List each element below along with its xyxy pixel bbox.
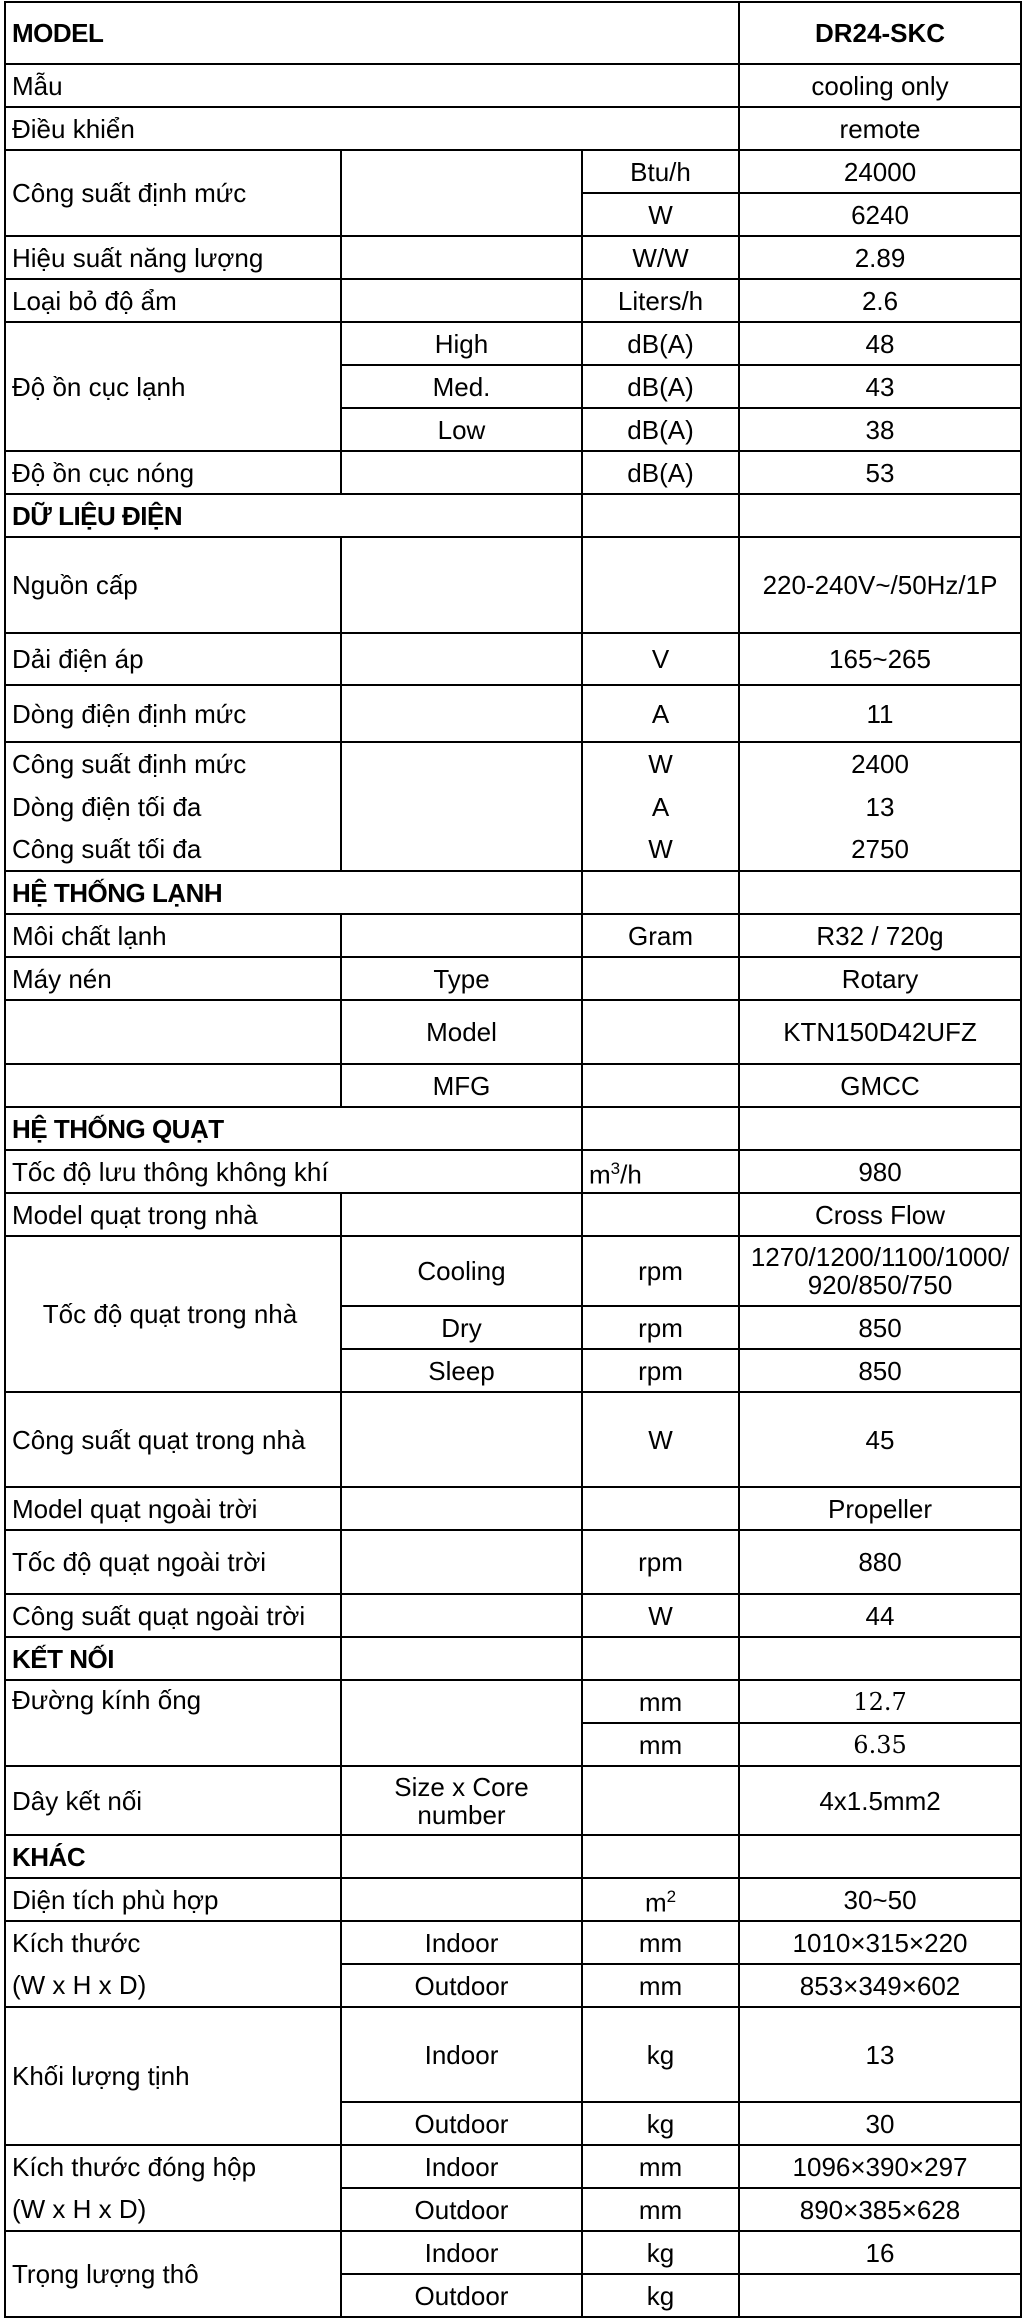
dimensions-outdoor-row xyxy=(5,1964,1021,2007)
dimensions-indoor-value: 1010×315×220 xyxy=(739,1921,1021,1964)
fan-empty-1 xyxy=(582,1107,739,1150)
refrigerant-value: R32 / 720g xyxy=(739,914,1021,957)
type-row xyxy=(5,64,1021,107)
indoor-fan-model-empty-2 xyxy=(582,1193,739,1236)
net-weight-outdoor-value: 30 xyxy=(739,2102,1021,2145)
refrigerant-empty xyxy=(341,914,582,957)
rated-current-label: Dòng điện định mức xyxy=(5,685,341,742)
gross-weight-indoor-value: 16 xyxy=(739,2231,1021,2274)
indoor-noise-high-row xyxy=(5,322,1021,365)
type-label: Mẫu xyxy=(5,64,739,107)
power-supply-label: Nguồn cấp xyxy=(5,537,341,633)
outdoor-fan-power-empty xyxy=(341,1594,582,1637)
efficiency-empty xyxy=(341,236,582,279)
pipe-value-2: 6.35 xyxy=(739,1723,1021,1766)
outdoor-fan-power-label: Công suất quạt ngoài trời xyxy=(5,1594,341,1637)
noise-level-med: Med. xyxy=(341,365,582,408)
airflow-value: 980 xyxy=(739,1150,1021,1193)
compressor-mfg-value: GMCC xyxy=(739,1064,1021,1107)
fan-dry-label: Dry xyxy=(341,1306,582,1349)
net-weight-outdoor-label: Outdoor xyxy=(341,2102,582,2145)
efficiency-row xyxy=(5,236,1021,279)
fan-dry-unit: rpm xyxy=(582,1306,739,1349)
compressor-mfg-label: MFG xyxy=(341,1064,582,1107)
connection-section-row xyxy=(5,1637,1021,1680)
indoor-fan-power-value: 45 xyxy=(739,1392,1021,1487)
fan-cooling-value-line1: 1270/1200/1100/1000/ xyxy=(750,1242,1010,1272)
compressor-mfg-empty-2 xyxy=(582,1064,739,1107)
indoor-fan-power-row xyxy=(5,1392,1021,1487)
package-dimensions-indoor-value: 1096×390×297 xyxy=(739,2145,1021,2188)
fan-sleep-unit: rpm xyxy=(582,1349,739,1392)
rated-power-row xyxy=(5,742,1021,785)
airflow-unit-sup: 3 xyxy=(610,1158,621,1178)
compressor-type-label: Type xyxy=(341,957,582,1000)
package-dimensions-outdoor-value: 890×385×628 xyxy=(739,2188,1021,2231)
pipe-empty xyxy=(341,1680,582,1766)
outdoor-fan-model-value: Propeller xyxy=(739,1487,1021,1530)
capacity-unit-btu: Btu/h xyxy=(582,150,739,193)
compressor-model-empty-1 xyxy=(5,1000,341,1064)
net-weight-outdoor-unit: kg xyxy=(582,2102,739,2145)
dimensions-label-2: (W x H x D) xyxy=(5,1964,341,2007)
indoor-fan-model-label: Model quạt trong nhà xyxy=(5,1193,341,1236)
compressor-model-value: KTN150D42UFZ xyxy=(739,1000,1021,1064)
package-dimensions-outdoor-unit: mm xyxy=(582,2188,739,2231)
outdoor-noise-empty xyxy=(341,451,582,494)
net-weight-indoor-label: Indoor xyxy=(341,2007,582,2102)
noise-level-high: High xyxy=(341,322,582,365)
noise-unit-high: dB(A) xyxy=(582,322,739,365)
voltage-range-value: 165~265 xyxy=(739,633,1021,685)
rated-current-unit: A xyxy=(582,685,739,742)
cable-spec-line2: number xyxy=(417,1799,506,1830)
capacity-value-w: 6240 xyxy=(739,193,1021,236)
outdoor-fan-speed-value: 880 xyxy=(739,1530,1021,1594)
pipe-unit-2: mm xyxy=(582,1723,739,1766)
electric-section-title: DỮ LIỆU ĐIỆN xyxy=(5,494,582,537)
outdoor-fan-model-row xyxy=(5,1487,1021,1530)
noise-value-med: 43 xyxy=(739,365,1021,408)
efficiency-value: 2.89 xyxy=(739,236,1021,279)
pipe-unit-1: mm xyxy=(582,1680,739,1723)
efficiency-unit: W/W xyxy=(582,236,739,279)
outdoor-fan-speed-empty xyxy=(341,1530,582,1594)
dehumid-unit: Liters/h xyxy=(582,279,739,322)
max-current-label: Dòng điện tối đa xyxy=(5,785,341,828)
voltage-range-unit: V xyxy=(582,633,739,685)
net-weight-indoor-row xyxy=(5,2007,1021,2102)
electric-empty-1 xyxy=(582,494,739,537)
outdoor-fan-model-label: Model quạt ngoài trời xyxy=(5,1487,341,1530)
fan-sleep-value: 850 xyxy=(739,1349,1021,1392)
gross-weight-indoor-label: Indoor xyxy=(341,2231,582,2274)
model-row xyxy=(5,2,1021,64)
electric-group-empty xyxy=(341,742,582,871)
noise-value-high: 48 xyxy=(739,322,1021,365)
power-supply-row xyxy=(5,537,1021,633)
area-label: Diện tích phù hợp xyxy=(5,1878,341,1921)
dimensions-outdoor-label: Outdoor xyxy=(341,1964,582,2007)
refrigerant-row xyxy=(5,914,1021,957)
outdoor-noise-label: Độ ồn cục nóng xyxy=(5,451,341,494)
electric-section-row xyxy=(5,494,1021,537)
outdoor-fan-model-empty-1 xyxy=(341,1487,582,1530)
indoor-fan-power-label: Công suất quạt trong nhà xyxy=(5,1392,341,1487)
other-empty-1 xyxy=(341,1835,582,1878)
max-power-unit: W xyxy=(582,828,739,871)
indoor-fan-power-unit: W xyxy=(582,1392,739,1487)
rated-power-label: Công suất định mức xyxy=(5,742,341,785)
compressor-mfg-row xyxy=(5,1064,1021,1107)
efficiency-label: Hiệu suất năng lượng xyxy=(5,236,341,279)
airflow-unit xyxy=(582,1150,739,1193)
gross-weight-outdoor-unit: kg xyxy=(582,2274,739,2317)
power-supply-empty-1 xyxy=(341,537,582,633)
fan-cooling-value xyxy=(739,1236,1021,1306)
fan-cooling-label: Cooling xyxy=(341,1236,582,1306)
area-value: 30~50 xyxy=(739,1878,1021,1921)
outdoor-fan-power-row xyxy=(5,1594,1021,1637)
fan-dry-value: 850 xyxy=(739,1306,1021,1349)
gross-weight-outdoor-value xyxy=(739,2274,1021,2317)
area-unit xyxy=(582,1878,739,1921)
dehumid-value: 2.6 xyxy=(739,279,1021,322)
model-value: DR24-SKC xyxy=(739,2,1021,64)
gross-weight-indoor-row xyxy=(5,2231,1021,2274)
airflow-unit-tail: /h xyxy=(620,1159,642,1190)
cable-row xyxy=(5,1766,1021,1835)
refrigeration-section-title: HỆ THỐNG LẠNH xyxy=(5,871,582,914)
net-weight-indoor-unit: kg xyxy=(582,2007,739,2102)
other-section-title: KHÁC xyxy=(5,1835,341,1878)
control-label: Điều khiển xyxy=(5,107,739,150)
pipe-label: Đường kính ống xyxy=(5,1680,341,1766)
capacity-empty xyxy=(341,150,582,236)
cable-spec-line1: Size x Core xyxy=(394,1771,529,1802)
area-row xyxy=(5,1878,1021,1921)
connection-empty-2 xyxy=(582,1637,739,1680)
indoor-fan-model-row xyxy=(5,1193,1021,1236)
pipe-value-1: 12.7 xyxy=(739,1680,1021,1723)
max-power-label: Công suất tối đa xyxy=(5,828,341,871)
indoor-fan-cooling-row xyxy=(5,1236,1021,1306)
airflow-row xyxy=(5,1150,1021,1193)
model-label: MODEL xyxy=(5,2,739,64)
power-supply-value: 220-240V~/50Hz/1P xyxy=(739,537,1021,633)
rated-power-value: 2400 xyxy=(739,742,1021,785)
indoor-fan-model-value: Cross Flow xyxy=(739,1193,1021,1236)
dimensions-outdoor-value: 853×349×602 xyxy=(739,1964,1021,2007)
package-dimensions-outdoor-label: Outdoor xyxy=(341,2188,582,2231)
spec-table xyxy=(4,1,1022,2318)
package-dimensions-indoor-unit: mm xyxy=(582,2145,739,2188)
max-current-unit: A xyxy=(582,785,739,828)
refrigeration-empty-1 xyxy=(582,871,739,914)
capacity-row-1 xyxy=(5,150,1021,193)
airflow-label: Tốc độ lưu thông không khí xyxy=(5,1150,582,1193)
outdoor-fan-speed-unit: rpm xyxy=(582,1530,739,1594)
capacity-label: Công suất định mức xyxy=(5,150,341,236)
connection-empty-1 xyxy=(341,1637,582,1680)
other-section-row xyxy=(5,1835,1021,1878)
indoor-fan-model-empty-1 xyxy=(341,1193,582,1236)
cable-spec xyxy=(341,1766,582,1835)
dimensions-indoor-row xyxy=(5,1921,1021,1964)
indoor-noise-label: Độ ồn cục lạnh xyxy=(5,322,341,451)
indoor-fan-speed-label: Tốc độ quạt trong nhà xyxy=(5,1236,341,1392)
compressor-mfg-empty-1 xyxy=(5,1064,341,1107)
control-row xyxy=(5,107,1021,150)
connection-empty-3 xyxy=(739,1637,1021,1680)
capacity-unit-w: W xyxy=(582,193,739,236)
rated-power-unit: W xyxy=(582,742,739,785)
type-value: cooling only xyxy=(739,64,1021,107)
compressor-model-label: Model xyxy=(341,1000,582,1064)
dimensions-label: Kích thước xyxy=(5,1921,341,1964)
package-dimensions-indoor-row xyxy=(5,2145,1021,2188)
compressor-type-row xyxy=(5,957,1021,1000)
outdoor-fan-power-unit: W xyxy=(582,1594,739,1637)
pipe-row-1 xyxy=(5,1680,1021,1723)
control-value: remote xyxy=(739,107,1021,150)
indoor-fan-power-empty xyxy=(341,1392,582,1487)
gross-weight-outdoor-label: Outdoor xyxy=(341,2274,582,2317)
package-dimensions-label: Kích thước đóng hộp xyxy=(5,2145,341,2188)
dimensions-indoor-label: Indoor xyxy=(341,1921,582,1964)
fan-sleep-label: Sleep xyxy=(341,1349,582,1392)
gross-weight-indoor-unit: kg xyxy=(582,2231,739,2274)
outdoor-fan-speed-row xyxy=(5,1530,1021,1594)
dehumid-empty xyxy=(341,279,582,322)
cable-value: 4x1.5mm2 xyxy=(739,1766,1021,1835)
fan-cooling-value-line2: 920/850/750 xyxy=(807,1270,953,1300)
outdoor-fan-power-value: 44 xyxy=(739,1594,1021,1637)
max-power-value: 2750 xyxy=(739,828,1021,871)
other-empty-3 xyxy=(739,1835,1021,1878)
rated-current-empty xyxy=(341,685,582,742)
net-weight-indoor-value: 13 xyxy=(739,2007,1021,2102)
noise-level-low: Low xyxy=(341,408,582,451)
compressor-label: Máy nén xyxy=(5,957,341,1000)
area-unit-sup: 2 xyxy=(666,1886,677,1906)
voltage-range-row xyxy=(5,633,1021,685)
outdoor-fan-speed-label: Tốc độ quạt ngoài trời xyxy=(5,1530,341,1594)
package-dimensions-outdoor-row xyxy=(5,2188,1021,2231)
compressor-model-row xyxy=(5,1000,1021,1064)
refrigerant-unit: Gram xyxy=(582,914,739,957)
dimensions-indoor-unit: mm xyxy=(582,1921,739,1964)
rated-current-row xyxy=(5,685,1021,742)
dehumid-row xyxy=(5,279,1021,322)
capacity-value-btu: 24000 xyxy=(739,150,1021,193)
fan-cooling-unit: rpm xyxy=(582,1236,739,1306)
voltage-range-label: Dải điện áp xyxy=(5,633,341,685)
cable-label: Dây kết nối xyxy=(5,1766,341,1835)
noise-unit-med: dB(A) xyxy=(582,365,739,408)
dimensions-outdoor-unit: mm xyxy=(582,1964,739,2007)
package-dimensions-label-2: (W x H x D) xyxy=(5,2188,341,2231)
outdoor-noise-value: 53 xyxy=(739,451,1021,494)
area-empty xyxy=(341,1878,582,1921)
other-empty-2 xyxy=(582,1835,739,1878)
fan-section-row xyxy=(5,1107,1021,1150)
refrigeration-section-row xyxy=(5,871,1021,914)
outdoor-noise-row xyxy=(5,451,1021,494)
compressor-type-empty xyxy=(582,957,739,1000)
power-supply-empty-2 xyxy=(582,537,739,633)
net-weight-label: Khối lượng tịnh xyxy=(5,2007,341,2145)
rated-current-value: 11 xyxy=(739,685,1021,742)
compressor-model-empty-2 xyxy=(582,1000,739,1064)
connection-section-title: KẾT NỐI xyxy=(5,1637,341,1680)
noise-unit-low: dB(A) xyxy=(582,408,739,451)
fan-empty-2 xyxy=(739,1107,1021,1150)
compressor-type-value: Rotary xyxy=(739,957,1021,1000)
outdoor-noise-unit: dB(A) xyxy=(582,451,739,494)
dehumid-label: Loại bỏ độ ẩm xyxy=(5,279,341,322)
refrigeration-empty-2 xyxy=(739,871,1021,914)
outdoor-fan-model-empty-2 xyxy=(582,1487,739,1530)
max-current-value: 13 xyxy=(739,785,1021,828)
gross-weight-label: Trọng lượng thô xyxy=(5,2231,341,2317)
noise-value-low: 38 xyxy=(739,408,1021,451)
airflow-unit-base: m xyxy=(589,1159,611,1190)
fan-section-title: HỆ THỐNG QUẠT xyxy=(5,1107,582,1150)
voltage-range-empty xyxy=(341,633,582,685)
cable-empty xyxy=(582,1766,739,1835)
electric-empty-2 xyxy=(739,494,1021,537)
area-unit-base: m xyxy=(644,1887,667,1918)
refrigerant-label: Môi chất lạnh xyxy=(5,914,341,957)
package-dimensions-indoor-label: Indoor xyxy=(341,2145,582,2188)
